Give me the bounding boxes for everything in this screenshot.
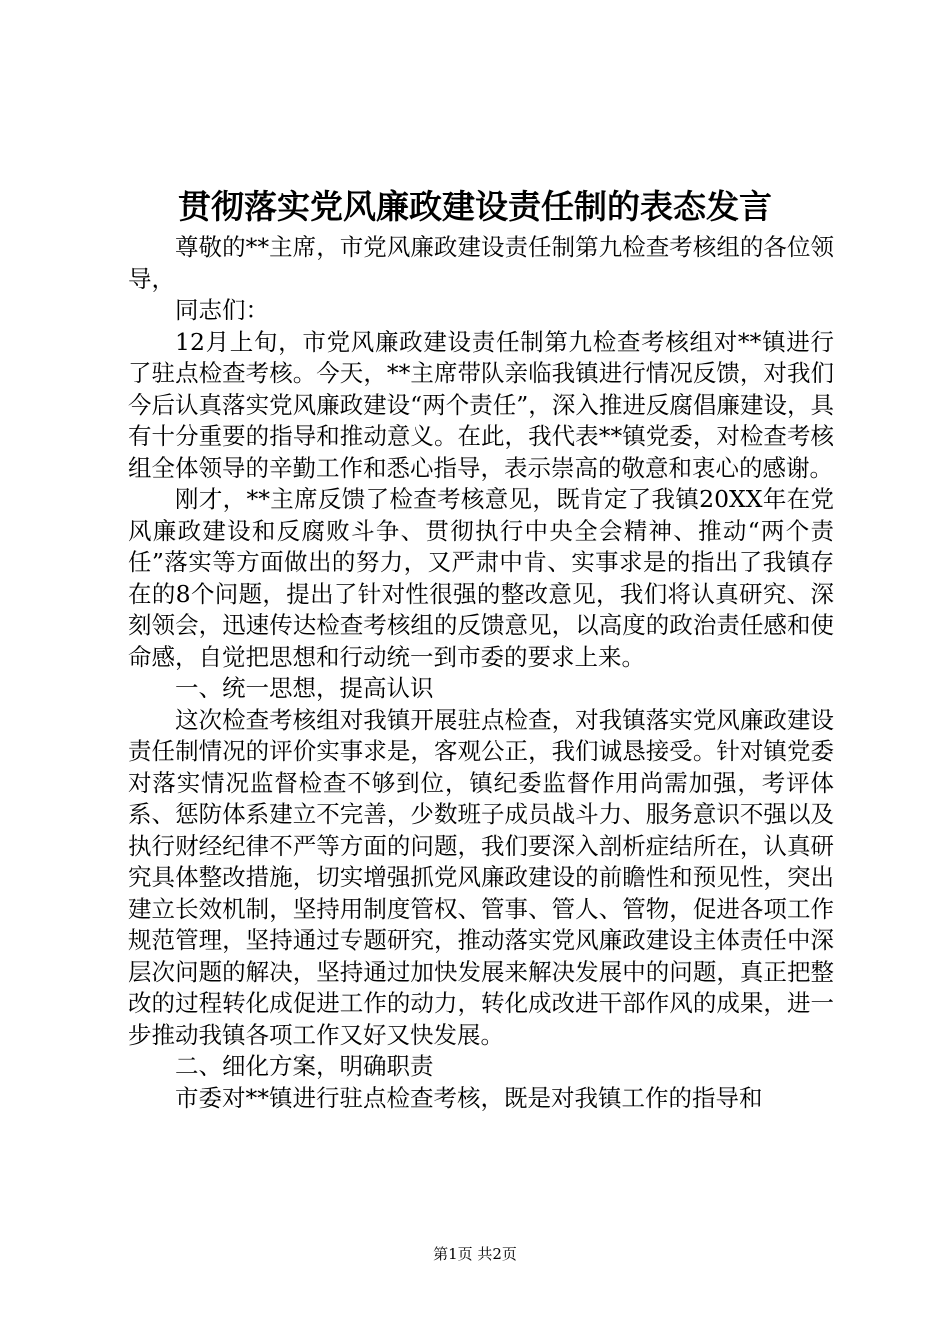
salutation-paragraph: 尊敬的**主席，市党风廉政建设责任制第九检查考核组的各位领导， bbox=[128, 233, 834, 293]
section-heading: 二、细化方案，明确职责 bbox=[175, 1052, 434, 1080]
document-title: 贯彻落实党风廉政建设责任制的表态发言 bbox=[178, 187, 772, 226]
greeting-paragraph: 同志们： bbox=[175, 296, 269, 324]
section-heading: 一、统一思想，提高认识 bbox=[175, 674, 434, 702]
body-paragraph: 这次检查考核组对我镇开展驻点检查，对我镇落实党风廉政建设责任制情况的评价实事求是，客观公正，我们诚恳接受。针对镇党委对落实情况监督检查不够到位，镇纪委监督作用尚需加强，考评体系、惩防体系建立不完善，少数班子成员战斗力、服务意识不强以及执行财经纪律不严等方面的问题，我们要深入剖析症结所在，认真研究具体整改措施，切实增强抓党风廉政建设的前瞻性和预见性，突出建立长效机制，坚持用制度管权、管事、管人、管物，促进各项工作规范管理，坚持通过专题研究，推动落实党风廉政建设主体责任中深层次问题的解决，坚持通过加快发展来解决发展中的问题，真正把整改的过程转化成促进工作的动力，转化成改进干部作风的成果，进一步推动我镇各项工作又好又快发展。 bbox=[128, 705, 834, 1049]
body-paragraph: 刚才，**主席反馈了检查考核意见，既肯定了我镇20XX年在党风廉政建设和反腐败斗争、贯彻执行中央全会精神、推动“两个责任”落实等方面做出的努力，又严肃中肯、实事求是的指出了我镇存在的8个问题，提出了针对性很强的整改意见，我们将认真研究、深刻领会，迅速传达检查考核组的反馈意见，以高度的政治责任感和使命感，自觉把思想和行动统一到市委的要求上来。 bbox=[128, 485, 834, 671]
body-paragraph: 市委对**镇进行驻点检查考核，既是对我镇工作的指导和 bbox=[175, 1083, 763, 1112]
page-number-footer: 第1页 共2页 bbox=[433, 1245, 517, 1263]
document-body bbox=[128, 232, 834, 1114]
body-paragraph: 12月上旬，市党风廉政建设责任制第九检查考核组对**镇进行了驻点检查考核。今天，**主席带队亲临我镇进行情况反馈，对我们今后认真落实党风廉政建设“两个责任”，深入推进反腐倡廉建设，具有十分重要的指导和推动意义。在此，我代表**镇党委，对检查考核组全体领导的辛勤工作和悉心指导，表示崇高的敬意和衷心的感谢。 bbox=[128, 327, 834, 482]
